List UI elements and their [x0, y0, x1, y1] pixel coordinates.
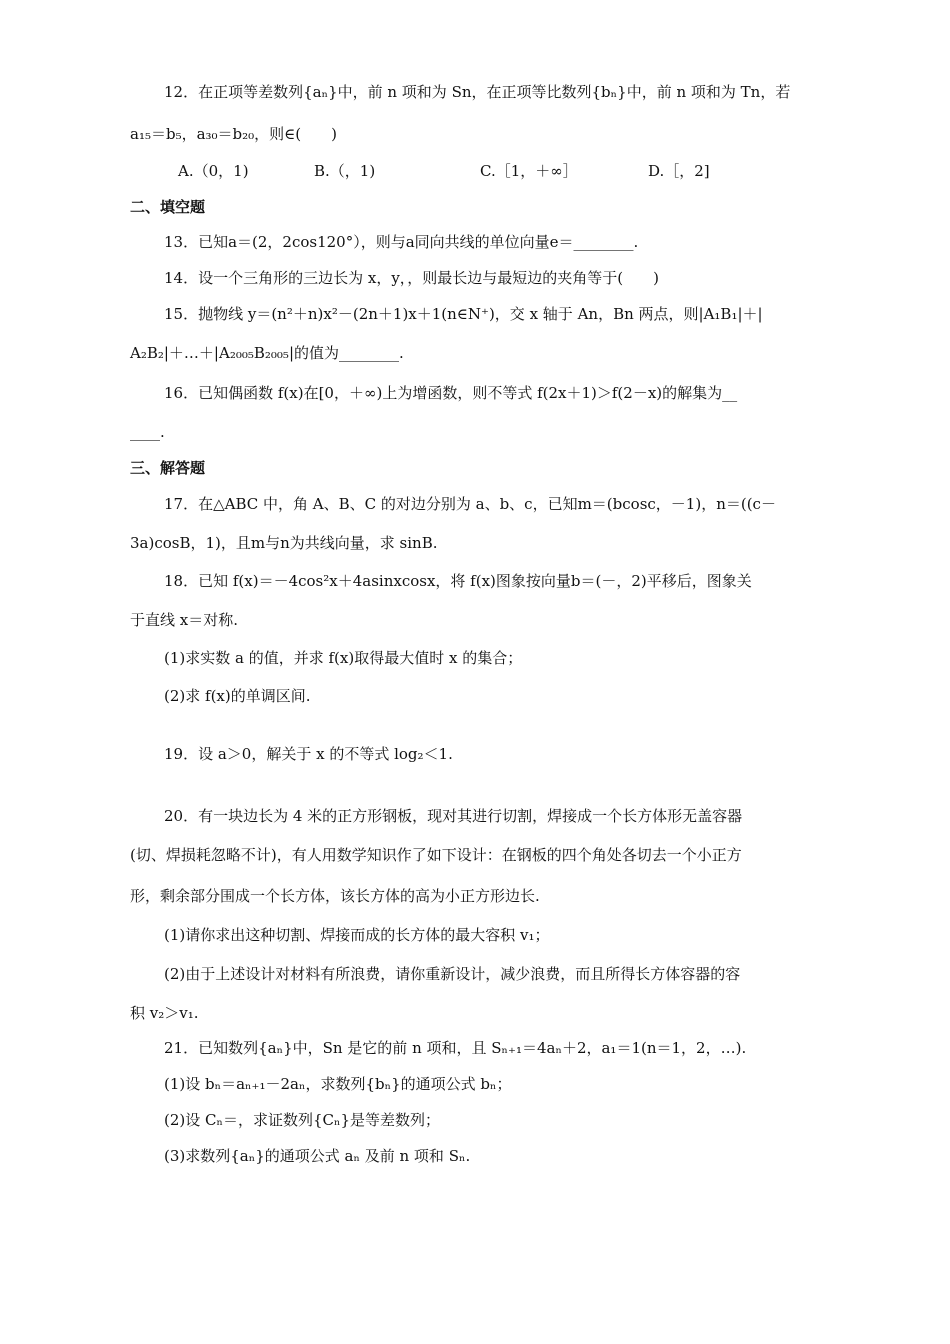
section-heading-answer: 三、解答题	[130, 459, 206, 477]
question-20-part-2-line-1: (2)由于上述设计对材料有所浪费，请你重新设计，减少浪费，而且所得长方体容器的容	[164, 965, 741, 983]
question-16-line-1: 16．已知偶函数 f(x)在[0，＋∞)上为增函数，则不等式 f(2x＋1)＞f(2－x)的解集为__	[164, 384, 738, 402]
option-d: D.［，2]	[648, 162, 710, 180]
question-21: 21．已知数列{aₙ}中，Sn 是它的前 n 项和，且 Sₙ₊₁＝4aₙ＋2，a₁＝1(n＝1，2，…).	[164, 1039, 747, 1057]
question-18-part-2: (2)求 f(x)的单调区间.	[164, 687, 311, 705]
question-20-part-1: (1)请你求出这种切割、焊接而成的长方体的最大容积 v₁；	[164, 926, 550, 944]
question-12-line-1: 12．在正项等差数列{aₙ}中，前 n 项和为 Sn，在正项等比数列{bₙ}中，前 n 项和为 Tn，若	[164, 83, 791, 101]
question-19: 19．设 a＞0，解关于 x 的不等式 log₂＜1.	[164, 745, 453, 763]
question-15-line-1: 15．抛物线 y＝(n²＋n)x²－(2n＋1)x＋1(n∈N⁺)，交 x 轴于 An，Bn 两点，则|A₁B₁|＋|	[164, 305, 763, 323]
question-15-line-2: A₂B₂|＋…＋|A₂₀₀₅B₂₀₀₅|的值为________.	[130, 344, 404, 362]
question-20-line-3: 形，剩余部分围成一个长方体，该长方体的高为小正方形边长.	[130, 887, 540, 905]
question-20-line-1: 20．有一块边长为 4 米的正方形钢板，现对其进行切割，焊接成一个长方体形无盖容器	[164, 807, 743, 825]
question-17-line-1: 17．在△ABC 中，角 A、B、C 的对边分别为 a、b、c，已知m＝(bcosc，－1)，n＝((c－	[164, 495, 776, 513]
option-c: C.［1，＋∞］	[480, 162, 578, 180]
question-12-line-2: a₁₅＝b₅，a₃₀＝b₂₀，则∈( )	[130, 125, 337, 143]
question-18-part-1: (1)求实数 a 的值，并求 f(x)取得最大值时 x 的集合；	[164, 649, 523, 667]
question-21-part-3: (3)求数列{aₙ}的通项公式 aₙ 及前 n 项和 Sₙ.	[164, 1147, 471, 1165]
question-14: 14．设一个三角形的三边长为 x，y，，则最长边与最短边的夹角等于( )	[164, 269, 659, 287]
option-a: A.（0，1)	[178, 162, 249, 180]
question-16-line-2: ____.	[130, 423, 165, 441]
question-18-line-1: 18．已知 f(x)＝－4cos²x＋4asinxcosx，将 f(x)图象按向量b＝(－，2)平移后，图象关	[164, 572, 752, 590]
question-21-part-1: (1)设 bₙ＝aₙ₊₁－2aₙ，求数列{bₙ}的通项公式 bₙ；	[164, 1075, 512, 1093]
question-21-part-2: (2)设 Cₙ＝，求证数列{Cₙ}是等差数列；	[164, 1111, 441, 1129]
question-20-line-2: (切、焊损耗忽略不计)，有人用数学知识作了如下设计：在钢板的四个角处各切去一个小正方	[130, 846, 742, 864]
question-20-part-2-line-2: 积 v₂＞v₁.	[130, 1004, 199, 1022]
section-heading-fill-in: 二、填空题	[130, 198, 206, 216]
question-13: 13．已知a＝(2，2cos120°），则与a同向共线的单位向量e＝________.	[164, 233, 639, 251]
question-18-line-2: 于直线 x＝对称.	[130, 611, 238, 629]
option-b: B.（，1)	[314, 162, 376, 180]
question-17-line-2: 3a)cosB，1)，且m与n为共线向量，求 sinB.	[130, 534, 438, 552]
